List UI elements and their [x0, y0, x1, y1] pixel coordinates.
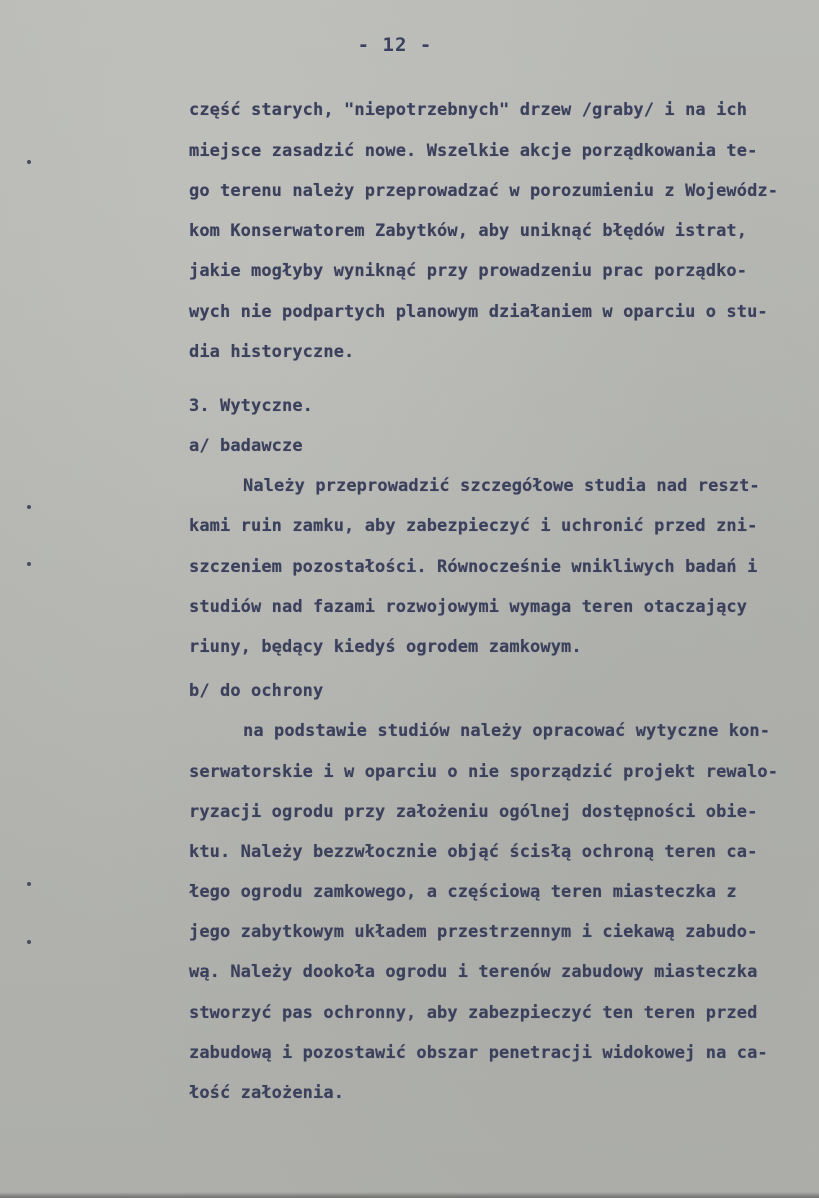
text-line: kami ruin zamku, aby zabezpieczyć i uchronić przed zni- — [189, 516, 758, 536]
margin-mark — [27, 160, 31, 164]
text-line: ktu. Należy bezzwłocznie objąć ścisłą ochroną teren ca- — [189, 842, 758, 862]
text-line: szczeniem pozostałości. Równocześnie wnikliwych badań i — [189, 557, 758, 577]
page-number: - 12 - — [357, 34, 433, 56]
margin-mark — [27, 940, 31, 944]
section-heading: 3. Wytyczne. — [189, 396, 314, 416]
text-line: kom Konserwatorem Zabytków, aby uniknąć błędów istrat, — [189, 221, 748, 241]
page-bottom-edge — [0, 1192, 819, 1198]
margin-mark — [27, 505, 31, 509]
text-line: riuny, będący kiedyś ogrodem zamkowym. — [189, 637, 582, 657]
text-line: na podstawie studiów należy opracować wytyczne kon- — [243, 721, 771, 741]
text-line: wą. Należy dookoła ogrodu i terenów zabudowy miasteczka — [189, 962, 758, 982]
text-line: łego ogrodu zamkowego, a częściową teren miasteczka z — [189, 882, 737, 902]
margin-mark — [27, 882, 31, 886]
text-line: jego zabytkowym układem przestrzennym i ciekawą zabudo- — [189, 922, 758, 942]
text-line: go terenu należy przeprowadzać w porozumieniu z Wojewódz- — [189, 181, 779, 201]
text-line: dia historyczne. — [189, 342, 355, 362]
subsection-heading: b/ do ochrony — [189, 681, 324, 701]
text-line: wych nie podpartych planowym działaniem w oparciu o stu- — [189, 302, 768, 322]
text-line: Należy przeprowadzić szczegółowe studia nad reszt- — [243, 476, 760, 496]
text-line: ryzacji ogrodu przy założeniu ogólnej dostępności obie- — [189, 802, 758, 822]
text-line: zabudową i pozostawić obszar penetracji widokowej na ca- — [189, 1043, 768, 1063]
text-line: łość założenia. — [189, 1083, 345, 1103]
subsection-heading: a/ badawcze — [189, 436, 303, 456]
text-line: serwatorskie i w oparciu o nie sporządzić projekt rewalo- — [189, 762, 779, 782]
text-line: część starych, "niepotrzebnych" drzew /graby/ i na ich — [189, 100, 748, 120]
text-line: stworzyć pas ochronny, aby zabezpieczyć ten teren przed — [189, 1003, 758, 1023]
margin-mark — [27, 562, 31, 566]
text-line: jakie mogłyby wyniknąć przy prowadzeniu prac porządko- — [189, 261, 748, 281]
text-line: miejsce zasadzić nowe. Wszelkie akcje porządkowania te- — [189, 141, 758, 161]
text-line: studiów nad fazami rozwojowymi wymaga teren otaczający — [189, 597, 748, 617]
